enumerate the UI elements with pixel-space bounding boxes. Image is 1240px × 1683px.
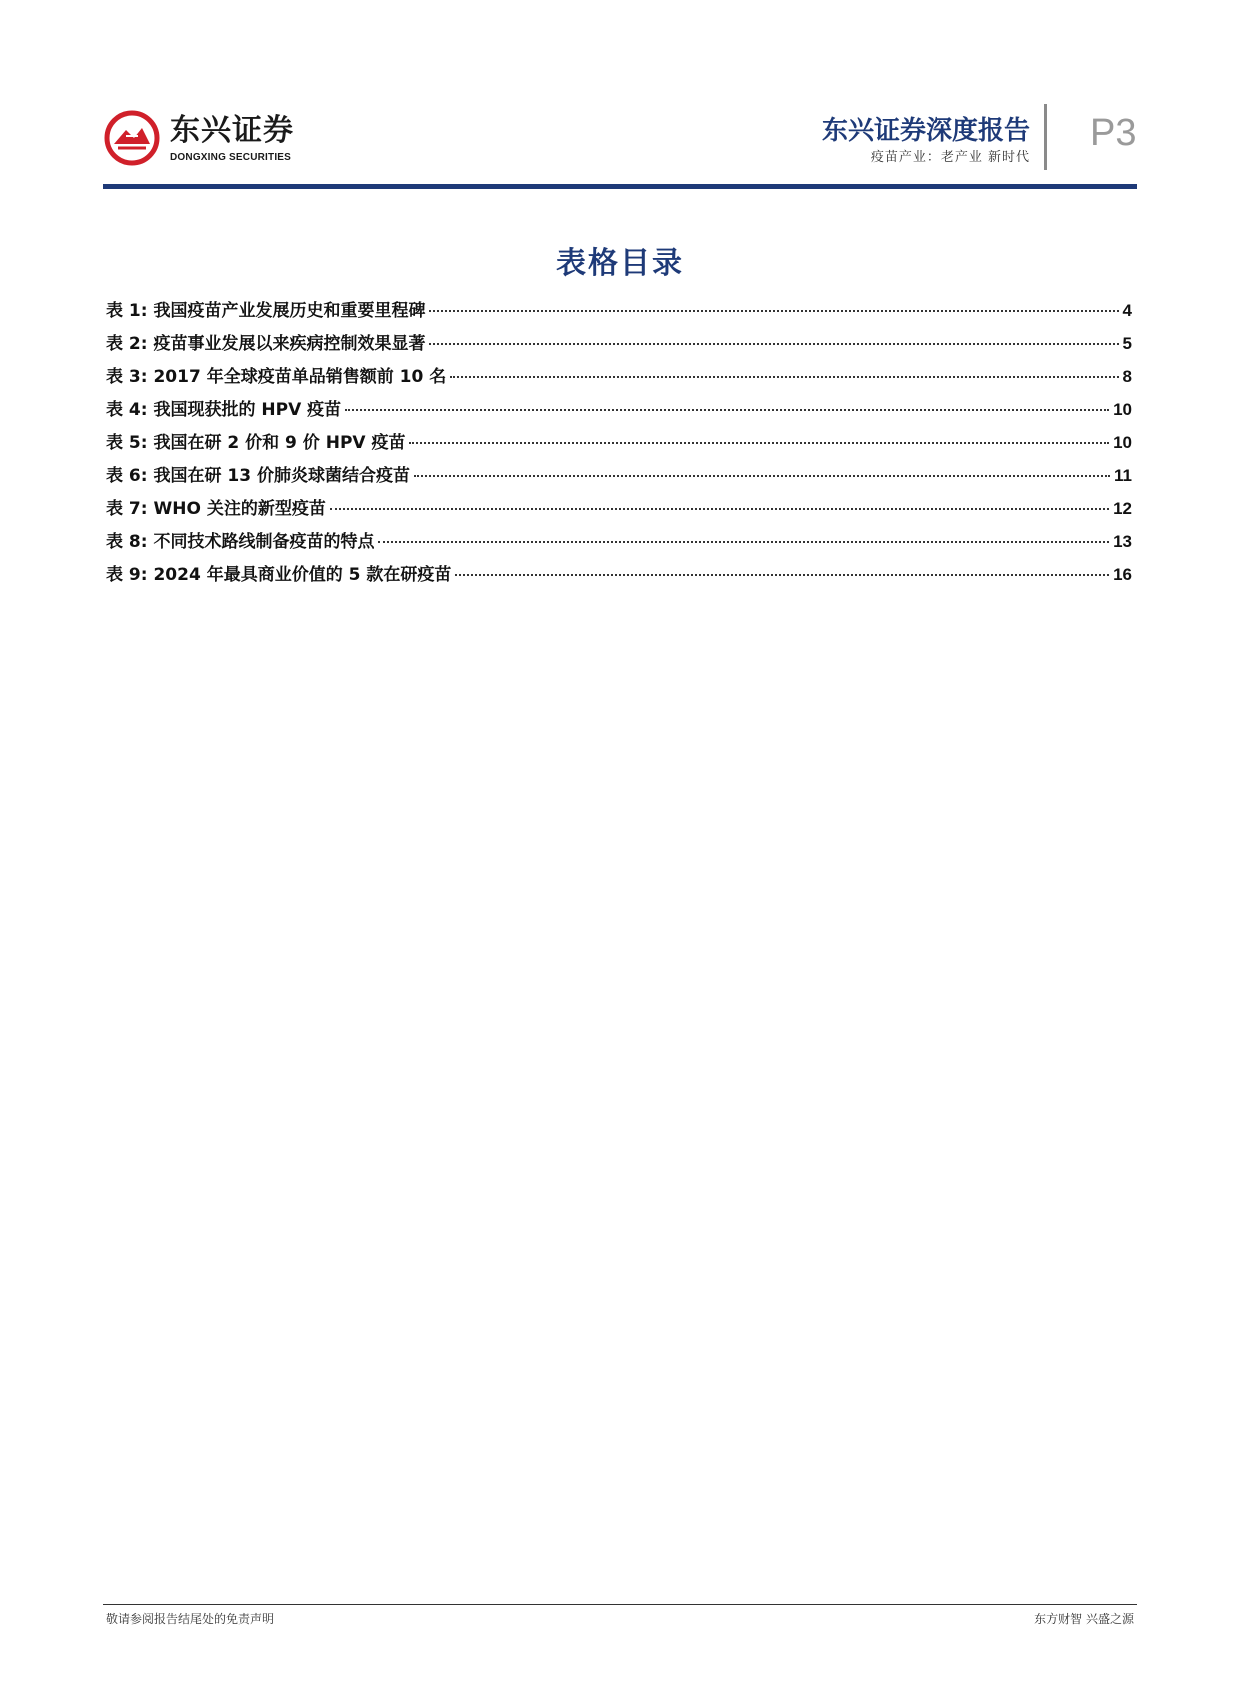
toc-entry-page: 10 xyxy=(1113,400,1132,419)
toc-entry-label: 表 4: 我国现获批的 HPV 疫苗 xyxy=(106,400,342,420)
page-number: P3 xyxy=(1090,112,1137,154)
company-logo xyxy=(104,110,304,172)
toc-entry[interactable] xyxy=(106,428,1132,461)
header-divider xyxy=(1044,104,1047,170)
toc-leader-dots xyxy=(429,310,1118,312)
toc-entry-page: 16 xyxy=(1113,565,1132,584)
toc-leader-dots xyxy=(378,541,1109,543)
toc-entry[interactable] xyxy=(106,494,1132,527)
toc-leader-dots xyxy=(450,376,1118,378)
toc-entry-page: 5 xyxy=(1122,334,1132,353)
table-of-tables xyxy=(106,296,1132,593)
toc-entry-page: 13 xyxy=(1113,532,1132,551)
toc-entry[interactable] xyxy=(106,560,1132,593)
logo-text-en: DONGXING SECURITIES xyxy=(170,152,292,163)
logo-text-cn: 东兴证券 xyxy=(170,113,294,148)
toc-entry[interactable] xyxy=(106,527,1132,560)
toc-entry-label: 表 5: 我国在研 2 价和 9 价 HPV 疫苗 xyxy=(106,433,406,453)
toc-entry[interactable] xyxy=(106,461,1132,494)
toc-entry-label: 表 7: WHO 关注的新型疫苗 xyxy=(106,499,326,519)
toc-entry-page: 8 xyxy=(1122,367,1132,386)
toc-leader-dots xyxy=(409,442,1109,444)
toc-leader-dots xyxy=(429,343,1118,345)
footer-disclaimer: 敬请参阅报告结尾处的免责声明 xyxy=(106,1612,275,1626)
toc-entry-label: 表 8: 不同技术路线制备疫苗的特点 xyxy=(106,532,375,552)
toc-leader-dots xyxy=(330,508,1109,510)
report-subtitle: 疫苗产业：老产业 新时代 xyxy=(870,150,1030,165)
toc-entry-label: 表 9: 2024 年最具商业价值的 5 款在研疫苗 xyxy=(106,565,452,585)
toc-entry-page: 11 xyxy=(1114,466,1132,485)
footer-slogan: 东方财智 兴盛之源 xyxy=(1034,1612,1134,1626)
toc-leader-dots xyxy=(345,409,1109,411)
toc-entry-page: 12 xyxy=(1113,499,1132,518)
toc-entry-label: 表 6: 我国在研 13 价肺炎球菌结合疫苗 xyxy=(106,466,410,486)
toc-leader-dots xyxy=(414,475,1110,477)
report-title: 东兴证券深度报告 xyxy=(821,116,1030,146)
toc-entry-label: 表 1: 我国疫苗产业发展历史和重要里程碑 xyxy=(106,301,426,321)
toc-leader-dots xyxy=(455,574,1109,576)
toc-entry-label: 表 2: 疫苗事业发展以来疾病控制效果显著 xyxy=(106,334,426,354)
toc-entry-page: 10 xyxy=(1113,433,1132,452)
footer-rule xyxy=(103,1604,1137,1605)
logo-mark-icon xyxy=(104,110,160,166)
toc-entry[interactable] xyxy=(106,362,1132,395)
toc-entry[interactable] xyxy=(106,296,1132,329)
toc-entry[interactable] xyxy=(106,329,1132,362)
toc-entry-page: 4 xyxy=(1122,301,1132,320)
toc-entry[interactable] xyxy=(106,395,1132,428)
toc-entry-label: 表 3: 2017 年全球疫苗单品销售额前 10 名 xyxy=(106,367,447,387)
header-rule xyxy=(103,184,1137,189)
toc-title: 表格目录 xyxy=(556,246,684,281)
